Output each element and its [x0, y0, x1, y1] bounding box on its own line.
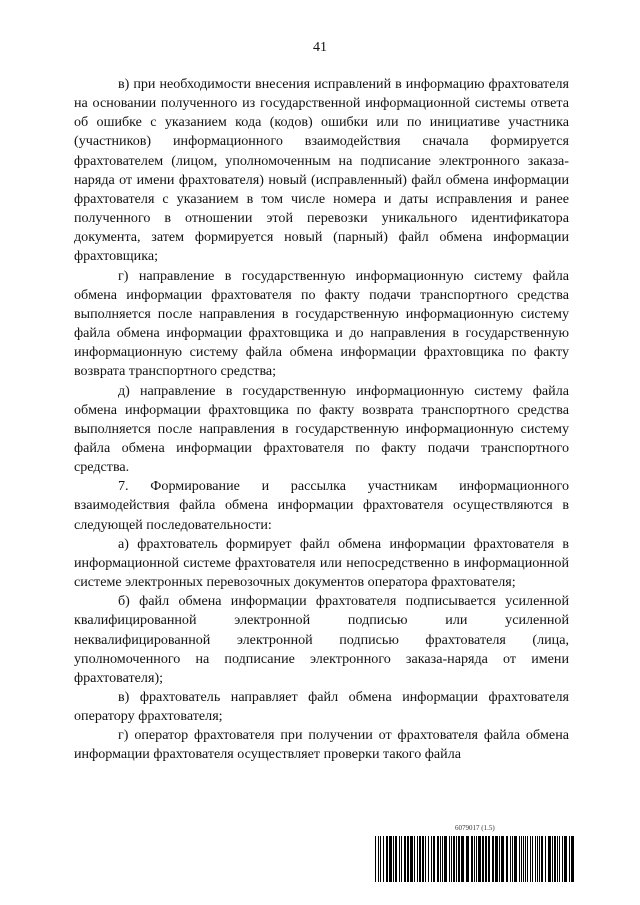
paragraph-g-dispatch: г) направление в государственную информационную систему файла обмена информации фрахтователя по факту подачи транспортного средства выполняется после направления в государственную информационную систему файла обмена информации фрахтовщика и до направления в государственную информационную систему файла обмена информации фрахтовщика по факту возврата транспортного средства; [74, 267, 569, 380]
paragraph-v-corrections: в) при необходимости внесения исправлений в информацию фрахтователя на основании полученного из государственной информационной системы ответа об ошибке с указанием кода (кодов) ошибки или по инициативе участника (участников) информационного взаимодействия сначала формируется фрахтователем (лицом, уполномоченным на подписание электронного заказа-наряда от имени фрахтователя) новый (исправленный) файл обмена информации фрахтователя с указанием в том числе номера и даты исправления и ранее полученного в отношении этой перевозки уникального идентификатора документа, затем формируется новый (парный) файл обмена информации фрахтовщика; [74, 76, 569, 265]
barcode-image [375, 836, 574, 882]
page-number: 41 [313, 40, 327, 55]
paragraph-b-signature: б) файл обмена информации фрахтователя подписывается усиленной квалифицированной электронной подписью или усиленной неквалифицированной электронной подписью фрахтователя (лица, уполномоченного на подписание электронного заказа-наряда от имени фрахтователя); [74, 593, 569, 686]
paragraph-7-formation: 7. Формирование и рассылка участникам информационного взаимодействия файла обмена информации фрахтователя осуществляются в следующей последовательности: [74, 478, 569, 533]
document-code: 6079017 (1.5) [455, 824, 495, 832]
paragraph-v-sends-operator: в) фрахтователь направляет файл обмена информации фрахтователя оператору фрахтователя; [74, 689, 569, 725]
document-body [74, 75, 569, 765]
paragraph-a-forms-file: а) фрахтователь формирует файл обмена информации фрахтователя в информационной системе фрахтователя или непосредственно в информационной системе электронных перевозочных документов оператора фрахтователя; [74, 535, 569, 591]
paragraph-d-return: д) направление в государственную информационную систему файла обмена информации фрахтовщика по факту возврата транспортного средства выполняется после направления в государственную информационную систему файла обмена информации фрахтователя по факту подачи транспортного средства. [74, 382, 569, 476]
paragraph-g-operator-checks: г) оператор фрахтователя при получении от фрахтователя файла обмена информации фрахтователя осуществляет проверки такого файла [74, 727, 569, 763]
